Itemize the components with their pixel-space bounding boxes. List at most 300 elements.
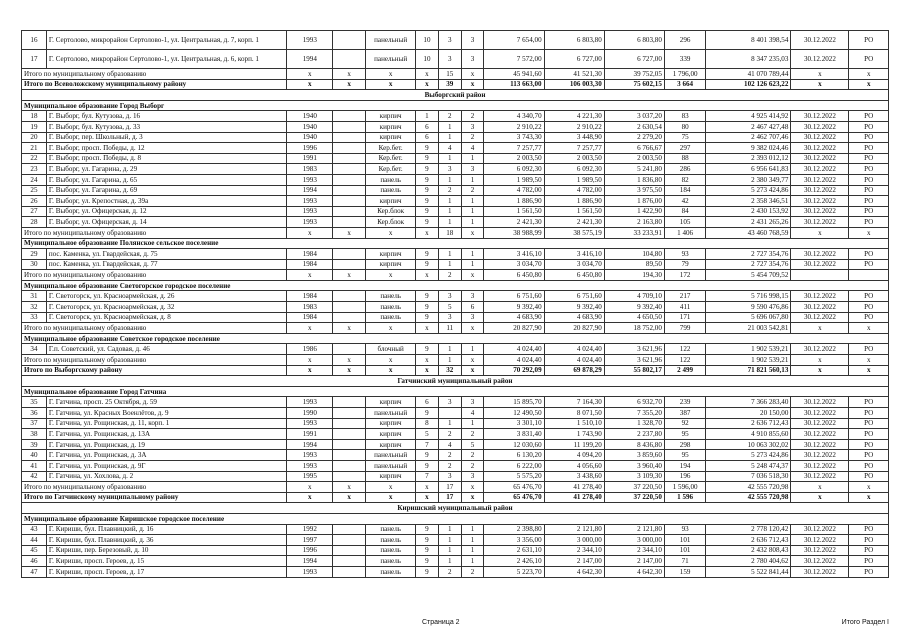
table-cell: 1 596 — [664, 492, 705, 503]
table-cell: 6 222,00 — [484, 460, 544, 471]
table-cell: РО — [849, 450, 889, 461]
table-row — [22, 185, 889, 196]
municipality-header-row — [22, 238, 889, 249]
table-cell: 5 696 067,80 — [706, 312, 791, 323]
table-cell: кирпич — [366, 397, 416, 408]
table-cell: 37 220,50 — [604, 482, 664, 493]
table-cell: 1 989,50 — [484, 174, 544, 185]
table-cell — [333, 439, 366, 450]
table-cell: 33 233,91 — [604, 227, 664, 238]
table-row — [22, 418, 889, 429]
total-label: Итого по Выборгскому району — [22, 365, 287, 376]
table-cell: 2 — [438, 185, 461, 196]
table-cell: Г. Выборг, ул. Крепостная, д. 39а — [46, 196, 287, 207]
table-cell: 4 024,40 — [484, 344, 544, 355]
table-row — [22, 450, 889, 461]
table-cell: 3 — [438, 291, 461, 302]
municipality-title: Муниципальное образование Полянское сельское поселение — [22, 238, 889, 249]
table-cell — [333, 524, 366, 535]
table-cell: 30.12.2022 — [791, 196, 849, 207]
table-cell: x — [333, 492, 366, 503]
table-cell — [333, 143, 366, 154]
table-cell: панель — [366, 312, 416, 323]
table-row — [22, 312, 889, 323]
table-cell: Г. Кириши, бул. Плавницкий, д. 16 — [46, 524, 287, 535]
table-cell: 36 — [22, 408, 47, 419]
table-cell: 8 401 398,54 — [706, 31, 791, 50]
table-cell: 1 — [461, 206, 484, 217]
table-cell: 41 278,40 — [544, 492, 604, 503]
table-cell: РО — [849, 111, 889, 122]
table-cell: РО — [849, 31, 889, 50]
table-cell: 9 — [416, 249, 439, 260]
table-cell: 44 — [22, 535, 47, 546]
table-cell: Г. Выборг, ул. Офицерская, д. 12 — [46, 206, 287, 217]
table-row — [22, 196, 889, 207]
table-cell: 196 — [664, 471, 705, 482]
table-cell: 18 — [22, 111, 47, 122]
table-row — [22, 408, 889, 419]
table-cell: 30.12.2022 — [791, 174, 849, 185]
table-cell: 30.12.2022 — [791, 249, 849, 260]
table-cell: РО — [849, 132, 889, 143]
table-cell: 42 — [664, 196, 705, 207]
table-cell: 6 727,00 — [604, 50, 664, 69]
table-cell: 30.12.2022 — [791, 143, 849, 154]
table-cell: 47 — [22, 566, 47, 577]
table-cell: 9 — [416, 164, 439, 175]
table-cell: x — [791, 323, 849, 334]
table-cell: 30.12.2022 — [791, 450, 849, 461]
table-cell: 2 344,10 — [544, 545, 604, 556]
table-cell: 1940 — [287, 111, 333, 122]
table-cell: 6 727,00 — [544, 50, 604, 69]
table-cell: 1 — [438, 259, 461, 270]
table-cell: 6 956 641,83 — [706, 164, 791, 175]
table-cell: РО — [849, 143, 889, 154]
district-header-row — [22, 90, 889, 101]
table-cell: 30.12.2022 — [791, 535, 849, 546]
table-cell — [333, 460, 366, 471]
table-cell — [333, 302, 366, 313]
table-cell: 4 340,70 — [484, 111, 544, 122]
table-cell: 1 876,00 — [604, 196, 664, 207]
table-cell: x — [849, 79, 889, 90]
table-cell: 41 — [22, 460, 47, 471]
table-cell: 43 460 768,59 — [706, 227, 791, 238]
table-cell: РО — [849, 164, 889, 175]
table-cell: 6 450,80 — [484, 270, 544, 281]
table-row — [22, 111, 889, 122]
table-cell: 2 — [461, 111, 484, 122]
table-cell: 2 727 354,76 — [706, 259, 791, 270]
table-cell: 4 094,20 — [544, 450, 604, 461]
table-cell: 15 895,70 — [484, 397, 544, 408]
table-cell: 80 — [664, 121, 705, 132]
table-cell: Г. Выборг, пер. Школьный, д. 3 — [46, 132, 287, 143]
table-cell: 101 — [664, 545, 705, 556]
table-cell: 9 — [416, 302, 439, 313]
table-cell: x — [416, 492, 439, 503]
table-cell: 7 257,77 — [544, 143, 604, 154]
table-cell: РО — [849, 556, 889, 567]
table-cell: x — [791, 365, 849, 376]
table-cell: 1 — [438, 355, 461, 366]
table-cell: 4 — [438, 143, 461, 154]
total-label: Итого по муниципальному образованию — [22, 323, 287, 334]
table-cell: 2 430 153,92 — [706, 206, 791, 217]
table-cell: 1983 — [287, 302, 333, 313]
table-cell: x — [366, 482, 416, 493]
table-cell: 1991 — [287, 153, 333, 164]
table-cell: x — [849, 69, 889, 80]
table-cell: x — [366, 365, 416, 376]
table-cell: x — [416, 482, 439, 493]
table-cell: 9 — [416, 556, 439, 567]
table-cell: 3 — [461, 121, 484, 132]
table-cell: x — [849, 365, 889, 376]
table-cell: 65 476,70 — [484, 482, 544, 493]
table-cell: 22 — [22, 153, 47, 164]
table-cell: Г. Выборг, ул. Гагарина, д. 65 — [46, 174, 287, 185]
table-cell: 42 — [22, 471, 47, 482]
table-cell: 1 — [461, 259, 484, 270]
table-cell: 4 024,40 — [544, 355, 604, 366]
table-cell: 184 — [664, 185, 705, 196]
table-cell: 7 — [416, 439, 439, 450]
table-cell: 2 — [461, 566, 484, 577]
table-cell: 3 859,60 — [604, 450, 664, 461]
table-row — [22, 344, 889, 355]
table-cell: 1 — [438, 418, 461, 429]
table-cell: 217 — [664, 291, 705, 302]
table-cell — [333, 185, 366, 196]
table-cell: пос. Каменка, ул. Гвардейская, д. 77 — [46, 259, 287, 270]
table-cell: x — [333, 355, 366, 366]
table-cell: 41 070 789,44 — [706, 69, 791, 80]
table-row — [22, 566, 889, 577]
table-cell: 15 — [438, 69, 461, 80]
table-cell: 9 — [416, 524, 439, 535]
housing-register-table — [21, 30, 889, 578]
section-label: Итого Раздел I — [841, 619, 889, 626]
table-cell: x — [287, 79, 333, 90]
table-cell: 1 — [438, 524, 461, 535]
total-label: Итого по муниципальному образованию — [22, 69, 287, 80]
table-cell: Г. Гатчина, ул. Рощинская, д. 11, корп. 1 — [46, 418, 287, 429]
table-cell: x — [791, 69, 849, 80]
table-cell: 6 — [416, 132, 439, 143]
table-cell: 6 803,80 — [544, 31, 604, 50]
table-cell: 3 — [438, 471, 461, 482]
table-cell: 30.12.2022 — [791, 302, 849, 313]
table-cell: 2 147,00 — [604, 556, 664, 567]
table-cell: панельный — [366, 450, 416, 461]
table-cell: 20 — [22, 132, 47, 143]
table-cell: 8 — [416, 418, 439, 429]
table-cell: 30.12.2022 — [791, 206, 849, 217]
table-cell: 16 — [22, 31, 47, 50]
table-cell: 172 — [664, 270, 705, 281]
table-cell: 3 356,00 — [484, 535, 544, 546]
table-cell: 1994 — [287, 556, 333, 567]
table-cell: 296 — [664, 31, 705, 50]
table-cell: 4 642,30 — [604, 566, 664, 577]
table-cell: 27 — [22, 206, 47, 217]
table-cell: 3 — [461, 50, 484, 69]
total-label: Итого по муниципальному образованию — [22, 227, 287, 238]
table-cell: x — [461, 492, 484, 503]
table-cell: x — [791, 227, 849, 238]
table-cell: 1 796,00 — [664, 69, 705, 80]
table-cell: 1 886,90 — [544, 196, 604, 207]
table-row — [22, 143, 889, 154]
table-cell: 1 — [438, 153, 461, 164]
table-cell: РО — [849, 397, 889, 408]
table-cell: 95 — [664, 429, 705, 440]
table-cell: 21 003 542,81 — [706, 323, 791, 334]
table-cell: РО — [849, 460, 889, 471]
table-cell: 1996 — [287, 545, 333, 556]
table-cell: 30.12.2022 — [791, 217, 849, 228]
table-cell: 3 664 — [664, 79, 705, 90]
table-cell — [791, 270, 849, 281]
table-cell: x — [461, 227, 484, 238]
table-cell — [333, 471, 366, 482]
table-cell: Г. Гатчина, ул. Рощинская, д. 3А — [46, 450, 287, 461]
table-cell: x — [366, 79, 416, 90]
table-cell: РО — [849, 121, 889, 132]
table-cell: 2 — [438, 270, 461, 281]
district-title: Гатчинский муниципальный район — [22, 376, 889, 387]
table-row — [22, 217, 889, 228]
table-cell: 106 003,30 — [544, 79, 604, 90]
table-cell: 2 — [438, 460, 461, 471]
table-cell: 2 780 404,62 — [706, 556, 791, 567]
table-cell: 1 — [461, 524, 484, 535]
table-cell: 194 — [664, 460, 705, 471]
table-cell: 19 — [22, 121, 47, 132]
table-cell: x — [791, 355, 849, 366]
table-cell: 42 555 720,98 — [706, 492, 791, 503]
table-cell: 1 — [461, 217, 484, 228]
table-cell: 1984 — [287, 259, 333, 270]
municipality-header-row — [22, 100, 889, 111]
table-cell: x — [791, 79, 849, 90]
table-cell: x — [333, 79, 366, 90]
table-cell: x — [416, 323, 439, 334]
municipality-header-row — [22, 280, 889, 291]
table-cell: РО — [849, 408, 889, 419]
table-cell: РО — [849, 312, 889, 323]
table-cell: 9 — [416, 344, 439, 355]
table-cell: 75 602,15 — [604, 79, 664, 90]
table-cell: 39 752,05 — [604, 69, 664, 80]
table-cell: 1 — [438, 535, 461, 546]
table-cell: 6 751,60 — [544, 291, 604, 302]
table-cell: 30.12.2022 — [791, 460, 849, 471]
table-cell: 42 555 720,98 — [706, 482, 791, 493]
table-cell — [333, 249, 366, 260]
table-cell: 7 164,30 — [544, 397, 604, 408]
table-cell: 2 910,22 — [544, 121, 604, 132]
table-cell: Г. Выборг, ул. Офицерская, д. 14 — [46, 217, 287, 228]
table-cell: 298 — [664, 439, 705, 450]
table-cell — [333, 206, 366, 217]
table-cell: 71 821 560,13 — [706, 365, 791, 376]
table-cell: 9 — [416, 566, 439, 577]
table-cell: 1 — [438, 121, 461, 132]
district-title: Выборгский район — [22, 90, 889, 101]
table-cell: 1995 — [287, 471, 333, 482]
table-cell: 2 237,80 — [604, 429, 664, 440]
table-cell: 71 — [664, 556, 705, 567]
table-cell: 9 382 024,46 — [706, 143, 791, 154]
table-cell: 6 130,20 — [484, 450, 544, 461]
table-cell: 2 344,10 — [604, 545, 664, 556]
table-cell: 5 273 424,86 — [706, 185, 791, 196]
table-cell: x — [461, 482, 484, 493]
table-cell — [333, 111, 366, 122]
table-cell: РО — [849, 418, 889, 429]
table-cell: 2 636 712,43 — [706, 535, 791, 546]
table-cell: x — [366, 270, 416, 281]
table-row — [22, 206, 889, 217]
table-row — [22, 429, 889, 440]
table-row — [22, 259, 889, 270]
table-cell: панель — [366, 556, 416, 567]
table-cell: 37 220,50 — [604, 492, 664, 503]
table-cell: 4 — [461, 143, 484, 154]
table-cell: РО — [849, 50, 889, 69]
table-cell: 6 803,80 — [604, 31, 664, 50]
table-cell: 799 — [664, 323, 705, 334]
table-row — [22, 524, 889, 535]
table-cell: 34 — [22, 344, 47, 355]
table-cell: 2 121,80 — [544, 524, 604, 535]
table-cell: Г. Кириши, просп. Героев, д. 17 — [46, 566, 287, 577]
subtotal-row — [22, 227, 889, 238]
table-cell: 1994 — [287, 439, 333, 450]
table-cell: 17 — [438, 492, 461, 503]
table-cell — [333, 50, 366, 69]
table-cell — [333, 408, 366, 419]
table-cell: 4 910 855,60 — [706, 429, 791, 440]
table-cell: 1 561,50 — [544, 206, 604, 217]
table-cell: 3 975,50 — [604, 185, 664, 196]
table-cell: 1993 — [287, 397, 333, 408]
table-cell — [333, 545, 366, 556]
table-cell: 2 003,50 — [604, 153, 664, 164]
table-cell — [333, 153, 366, 164]
table-cell: 20 827,90 — [484, 323, 544, 334]
table-cell: панель — [366, 545, 416, 556]
table-cell: 1984 — [287, 249, 333, 260]
table-cell: x — [333, 227, 366, 238]
table-cell: x — [287, 355, 333, 366]
table-cell: 9 — [416, 153, 439, 164]
table-cell: панельный — [366, 50, 416, 69]
table-cell: РО — [849, 259, 889, 270]
table-cell: 3 — [438, 31, 461, 50]
table-cell: 9 — [416, 291, 439, 302]
table-cell: 6 — [416, 397, 439, 408]
table-row — [22, 556, 889, 567]
table-cell: 26 — [22, 196, 47, 207]
table-cell: 1 — [438, 249, 461, 260]
table-cell: 1 — [461, 153, 484, 164]
table-cell: 89,50 — [604, 259, 664, 270]
table-cell: Г.п. Советский, ул. Садовая, д. 46 — [46, 344, 287, 355]
table-cell: 30.12.2022 — [791, 524, 849, 535]
table-cell — [333, 132, 366, 143]
table-cell: 1 — [461, 545, 484, 556]
table-cell: 194,30 — [604, 270, 664, 281]
table-cell: 40 — [22, 450, 47, 461]
table-cell: Кер.бет. — [366, 143, 416, 154]
table-row — [22, 153, 889, 164]
table-cell: 45 941,60 — [484, 69, 544, 80]
table-cell: 5 — [416, 429, 439, 440]
table-cell: 3 621,96 — [604, 344, 664, 355]
table-cell: 24 — [22, 174, 47, 185]
table-cell: 30.12.2022 — [791, 471, 849, 482]
table-cell: 1994 — [287, 185, 333, 196]
table-cell: 9 590 476,86 — [706, 302, 791, 313]
table-cell: 6 751,60 — [484, 291, 544, 302]
table-cell: 1983 — [287, 164, 333, 175]
table-cell: 1 — [438, 217, 461, 228]
table-cell: 4 782,00 — [484, 185, 544, 196]
table-cell: 6 766,67 — [604, 143, 664, 154]
table-cell: 2 499 — [664, 365, 705, 376]
table-cell: 1 — [438, 132, 461, 143]
table-cell: 171 — [664, 312, 705, 323]
table-cell: 2 393 012,12 — [706, 153, 791, 164]
table-cell: 20 150,00 — [706, 408, 791, 419]
table-cell: кирпич — [366, 132, 416, 143]
municipality-header-row — [22, 386, 889, 397]
table-cell: 2 147,00 — [544, 556, 604, 567]
table-cell: 3 109,30 — [604, 471, 664, 482]
table-cell: кирпич — [366, 418, 416, 429]
table-cell: 1 902 539,21 — [706, 355, 791, 366]
table-cell: x — [416, 227, 439, 238]
table-cell: 30.12.2022 — [791, 312, 849, 323]
table-cell — [333, 217, 366, 228]
table-cell: 17 — [22, 50, 47, 69]
table-cell: 30.12.2022 — [791, 344, 849, 355]
table-cell: 113 663,00 — [484, 79, 544, 90]
table-cell — [333, 344, 366, 355]
table-cell: 23 — [22, 164, 47, 175]
table-cell: 2 631,10 — [484, 545, 544, 556]
table-cell: 39 — [438, 79, 461, 90]
table-cell: 18 — [438, 227, 461, 238]
table-cell: 30.12.2022 — [791, 408, 849, 419]
table-cell: 30 — [22, 259, 47, 270]
table-cell: Г. Выборг, просп. Победы, д. 8 — [46, 153, 287, 164]
table-cell: РО — [849, 439, 889, 450]
table-cell: x — [287, 492, 333, 503]
table-cell: 2 630,54 — [604, 121, 664, 132]
subtotal-row — [22, 355, 889, 366]
table-cell: 30.12.2022 — [791, 556, 849, 567]
table-cell: 6 — [461, 302, 484, 313]
table-cell: 102 126 623,22 — [706, 79, 791, 90]
table-cell: РО — [849, 196, 889, 207]
table-cell: 9 392,40 — [604, 302, 664, 313]
